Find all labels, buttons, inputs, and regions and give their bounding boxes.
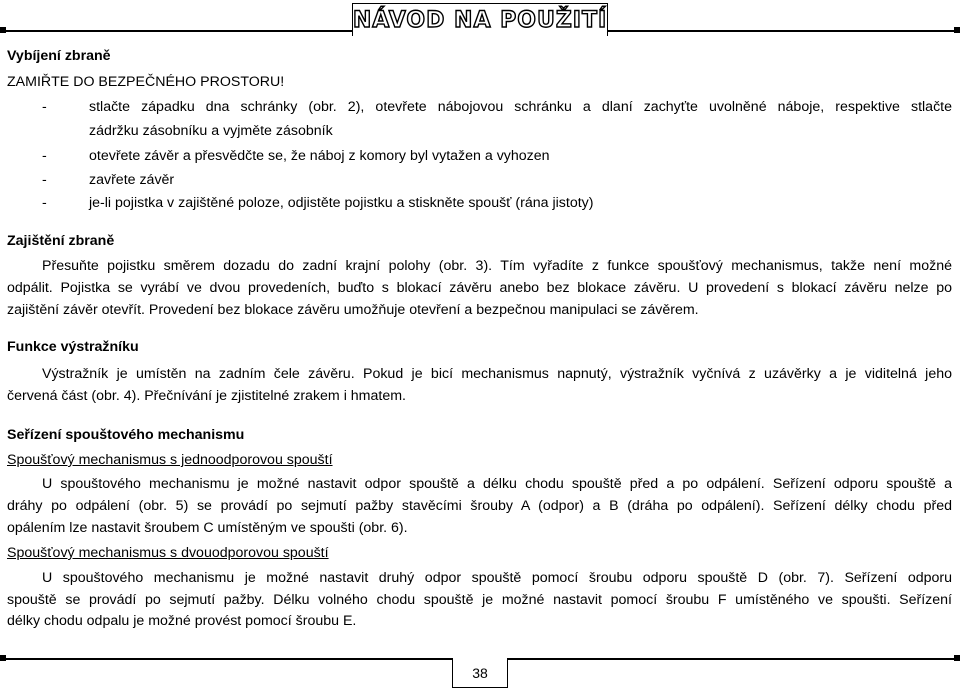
list-item-text: je-li pojistka v zajištěné poloze, odjistěte pojistku a stiskněte spoušť (rána jistoty) [89,195,594,211]
trigger-single-paragraph-line: opálením lze nastavit šroubem C umístěným ve spoušti (obr. 6). [7,520,408,536]
unloading-heading: Vybíjení zbraně [7,48,111,64]
list-item-text: zavřete závěr [89,172,175,188]
indicator-paragraph-line: červená část (obr. 4). Přečnívání je zjistitelné zrakem i hmatem. [7,388,406,404]
trigger-heading: Seřízení spouštového mechanismu [7,427,245,443]
trigger-double-paragraph-line: délky chodu odpalu je možné provést pomocí šroubu E. [7,613,357,629]
indicator-paragraph-line: Výstražník je umístěn na zadním čele závěru. Pokud je bicí mechanismus napnutý, výstražník vyčnívá z uzávěrky a je viditelná jeho [42,366,952,382]
header-rule-right-marker [954,27,960,33]
safety-paragraph-line: odpálit. Pojistka se vyrábí ve dvou provedeních, buďto s blokací závěru anebo bez blokace závěru. U provedení s blokací závěru nelze po [7,280,952,296]
list-item-dash: - [42,99,47,115]
trigger-single-subheading: Spoušťový mechanismus s jednoodporovou spouští [7,452,333,468]
safety-heading: Zajištění zbraně [7,233,115,249]
list-item-dash: - [42,148,47,164]
list-item-text: stlačte západku dna schránky (obr. 2), otevřete nábojovou schránku a dlaní zachyťte uvolněné náboje, respektive stlačte [89,99,952,115]
unloading-warning: ZAMIŘTE DO BEZPEČNÉHO PROSTORU! [7,74,285,90]
trigger-single-paragraph-line: dráhy po odpálení (obr. 5) se provádí po sejmutí pažby stavěcími šrouby A (odpor) a B (dráha po odpálení). Seřízení délky chodu před [7,498,952,514]
footer-rule-left-marker [0,655,6,661]
list-item-dash: - [42,195,47,211]
header-title-box [352,3,608,36]
page-number: 38 [472,664,488,681]
safety-paragraph-line: zajištění závěr otevřít. Provedení bez blokace závěru umožňuje otevření a bezpečnou manipulaci se závěrem. [7,302,699,318]
list-item-text-continued: zádržku zásobníku a vyjměte zásobník [89,123,333,139]
list-item-dash: - [42,172,47,188]
indicator-heading: Funkce výstražníku [7,339,139,355]
list-item-text: otevřete závěr a přesvědčte se, že náboj z komory byl vytažen a vyhozen [89,148,550,164]
trigger-double-paragraph-line: U spouštového mechanismu je možné nastavit druhý odpor spouště pomocí šroubu odporu spouště D (obr. 7). Seřízení odporu [42,570,952,586]
page-number-box [452,658,508,688]
footer-rule-right-marker [954,655,960,661]
header-title: NÁVOD NA POUŽITÍ [352,7,608,33]
trigger-double-subheading: Spoušťový mechanismus s dvouodporovou spouští [7,545,329,561]
header-rule-left-marker [0,27,6,33]
trigger-double-paragraph-line: spouště se provádí po sejmutí pažby. Délku volného chodu spouště je možné nastavit pomocí šroubu F umístěného ve spoušti. Seřízení [7,592,952,608]
safety-paragraph-line: Přesuňte pojistku směrem dozadu do zadní krajní polohy (obr. 3). Tím vyřadíte z funkce spoušťový mechanismus, takže není možné [42,258,952,274]
trigger-single-paragraph-line: U spouštového mechanismu je možné nastavit odpor spouště a délku chodu spouště před a po odpálení. Seřízení odporu spouště a [42,476,952,492]
